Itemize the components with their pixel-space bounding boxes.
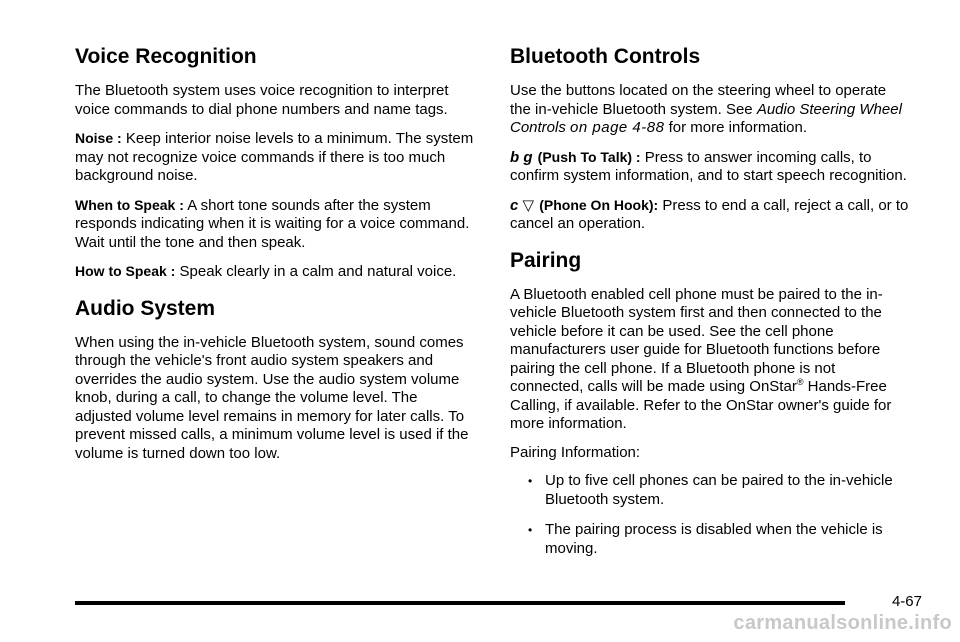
list-item-text: The pairing process is disabled when the vehicle is moving. [545,521,883,557]
list-item-text: Up to five cell phones can be paired to the in-vehicle Bluetooth system. [545,472,893,508]
left-column [75,38,475,473]
list-item [528,521,910,558]
when-to-speak-text: A short tone sounds after the system responds indicating when it is waiting for a voice command. Wait until the tone and then speak. [75,196,470,251]
push-to-talk-icon: b g [510,148,533,166]
right-column [510,38,910,570]
phone-on-hook-icon: c ▽ [510,196,535,214]
push-to-talk-paragraph [510,148,910,186]
pairing-information-list [510,472,910,558]
bluetooth-controls-heading: Bluetooth Controls [510,45,701,68]
bt-intro-post: for more information. [668,119,808,136]
phone-on-hook-text: Press to end a call, reject a call, or to cancel an operation. [510,196,909,232]
pairing-heading: Pairing [510,248,582,272]
how-to-speak-paragraph [75,262,475,282]
pairing-body-post: Hands-Free Calling, if available. Refer to the OnStar owner's guide for more information. [510,378,892,432]
pairing-information-label: Pairing Information: [510,443,641,461]
audio-steering-wheel-controls-link[interactable]: Audio Steering Wheel Controls [510,100,902,136]
bluetooth-controls-intro [510,82,910,138]
footer-rule [75,601,845,605]
registered-mark: ® [796,377,804,387]
how-to-speak-term: How to Speak : [75,263,176,279]
noise-text: Keep interior noise levels to a minimum. The system may not recognize voice commands if there is too much background noise. [75,130,474,184]
bullet-icon: • [528,474,533,488]
page-number: 4-67 [891,593,922,610]
bullet-icon: • [528,523,533,537]
bt-intro-text: Use the buttons located on the steering wheel to operate the in-vehicle Bluetooth system. See [510,82,887,118]
when-to-speak-paragraph [75,196,475,253]
noise-term: Noise : [75,130,122,146]
push-to-talk-term: (Push To Talk) : [537,148,641,165]
phone-on-hook-paragraph [510,196,910,234]
pairing-body-pre: A Bluetooth enabled cell phone must be paired to the in-vehicle Bluetooth system first and then connected to the vehicle before it can be used. See the cell phone manufacturers user guide for Bluetooth functions before pairing the cell phone. If a Bluetooth phone is not connected, calls will be made using OnStar [510,285,883,395]
watermark-text: carmanualsonline.info [733,612,952,634]
voice-recognition-intro: The Bluetooth system uses voice recognition to interpret voice commands to dial phone numbers and name tags. [75,82,449,118]
when-to-speak-term: When to Speak : [75,196,184,213]
phone-on-hook-term: (Phone On Hook): [539,196,659,213]
push-to-talk-text: Press to answer incoming calls, to confirm system information, and to start speech recognition. [510,148,907,184]
pairing-body [510,286,910,434]
list-item [528,472,910,509]
voice-recognition-heading: Voice Recognition [75,45,257,68]
audio-system-body: When using the in-vehicle Bluetooth system, sound comes through the vehicle's front audio system speakers and overrides the audio system. Use the audio system volume knob, during a call, to change the volume level. The adjusted volume level remains in memory for later calls. To prevent missed calls, a minimum volume level is used if the volume is turned down too low. [75,333,469,462]
audio-system-heading: Audio System [75,296,216,320]
noise-paragraph [75,129,475,186]
page-reference-link[interactable]: on page 4-88 [570,119,665,136]
how-to-speak-text: Speak clearly in a calm and natural voice. [179,263,457,280]
